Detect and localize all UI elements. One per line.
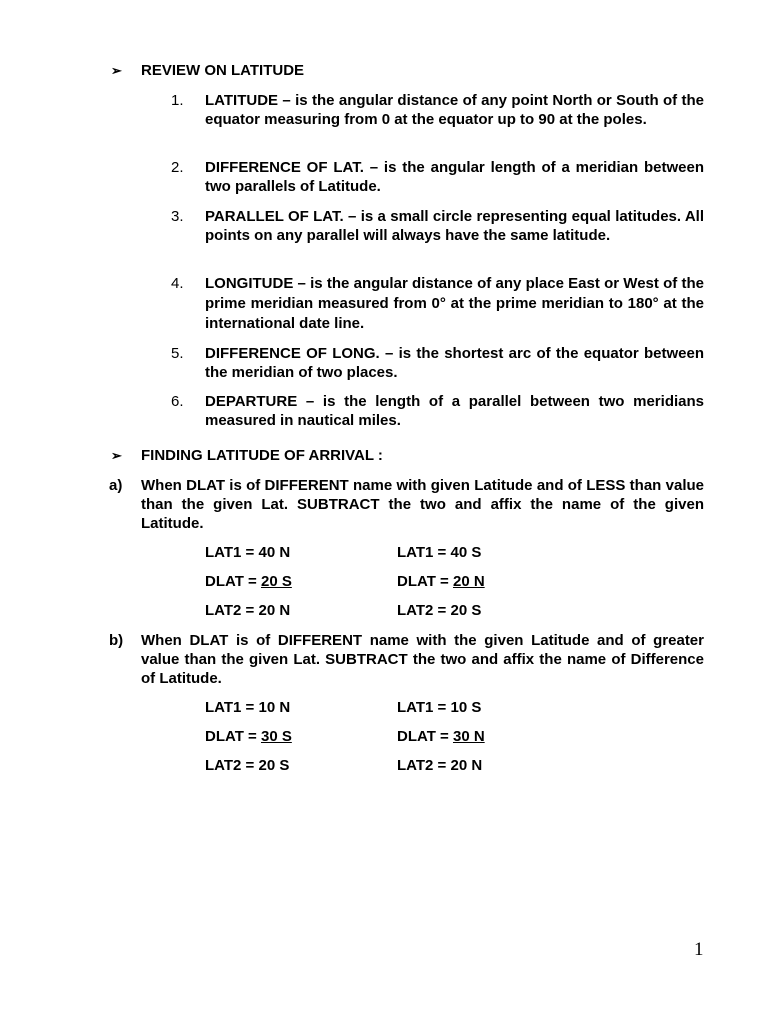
item-number: 1. <box>171 92 184 109</box>
item-text: DIFFERENCE OF LONG. – is the shortest arc of the equator between the meridian of two places. <box>205 345 704 381</box>
review-heading-text: REVIEW ON LATITUDE <box>141 62 305 79</box>
case-label: b) <box>109 632 124 649</box>
example-lat2: LAT2 = 20 S <box>397 602 482 619</box>
dlat-prefix: DLAT = <box>397 573 453 590</box>
item-text: LATITUDE – is the angular distance of any point North or South of the equator measuring from 0 at the equator up to 90 at the poles. <box>205 92 704 128</box>
dlat-value: 20 N <box>452 573 485 590</box>
finding-heading-text: FINDING LATITUDE OF ARRIVAL : <box>141 447 383 464</box>
item-number: 3. <box>171 208 184 225</box>
example-dlat <box>205 573 292 591</box>
example-lat2: LAT2 = 20 S <box>205 757 290 774</box>
dlat-prefix: DLAT = <box>205 573 261 590</box>
case-text: When DLAT is of DIFFERENT name with the given Latitude and of greater value than the given Lat. SUBTRACT the two and affix the name of Difference of Latitude. <box>141 632 704 687</box>
item-text: DEPARTURE – is the length of a parallel between two meridians measured in nautical miles. <box>205 393 704 429</box>
dlat-prefix: DLAT = <box>205 728 261 745</box>
arrow-bullet-icon: ➢ <box>111 448 122 463</box>
dlat-prefix: DLAT = <box>397 728 453 745</box>
item-number: 4. <box>171 275 184 292</box>
item-number: 2. <box>171 159 184 176</box>
example-dlat <box>205 728 292 746</box>
arrow-bullet-icon: ➢ <box>111 63 122 78</box>
example-dlat <box>397 573 485 591</box>
dlat-value: 30 N <box>452 728 485 745</box>
example-dlat <box>397 728 485 746</box>
example-lat1: LAT1 = 40 N <box>205 544 291 561</box>
item-number: 6. <box>171 393 184 410</box>
example-lat1: LAT1 = 40 S <box>397 544 482 561</box>
dlat-value: 30 S <box>260 728 292 745</box>
case-label: a) <box>109 477 123 494</box>
example-lat2: LAT2 = 20 N <box>397 757 483 774</box>
dlat-value: 20 S <box>260 573 292 590</box>
page-number: 1 <box>694 939 704 960</box>
example-lat1: LAT1 = 10 N <box>205 699 291 716</box>
case-text: When DLAT is of DIFFERENT name with given Latitude and of LESS than value than the given Lat. SUBTRACT the two and affix the name of the given Latitude. <box>141 477 704 532</box>
example-lat1: LAT1 = 10 S <box>397 699 482 716</box>
item-number: 5. <box>171 345 184 362</box>
item-text: LONGITUDE – is the angular distance of any place East or West of the prime meridian measured from 0° at the prime meridian to 180° at the international date line. <box>205 275 704 332</box>
item-text: PARALLEL OF LAT. – is a small circle representing equal latitudes. All points on any parallel will always have the same latitude. <box>205 208 704 244</box>
item-text: DIFFERENCE OF LAT. – is the angular length of a meridian between two parallels of Latitude. <box>205 159 704 195</box>
example-lat2: LAT2 = 20 N <box>205 602 291 619</box>
